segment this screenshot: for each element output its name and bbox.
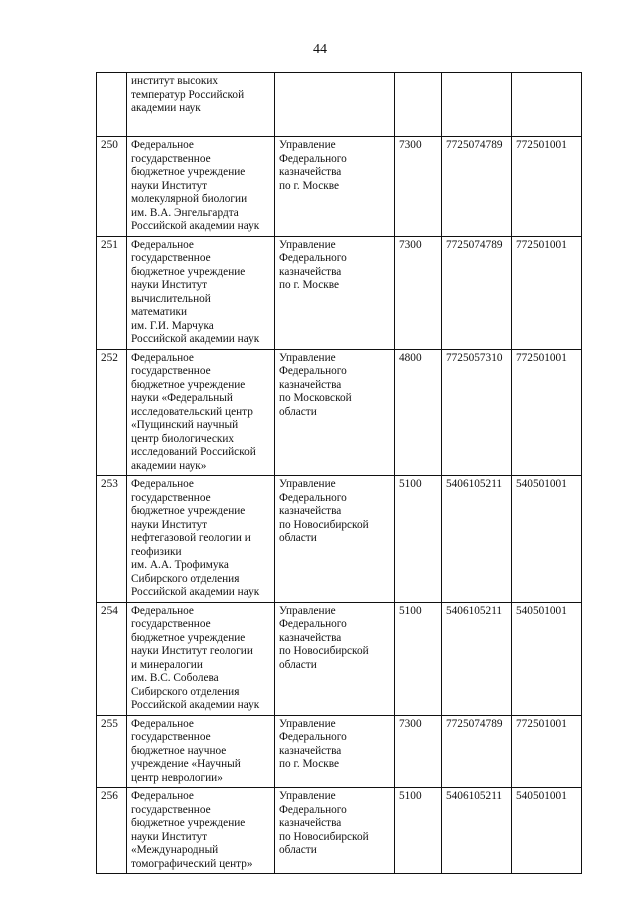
inn-value <box>442 73 512 137</box>
row-number: 251 <box>97 236 127 349</box>
kpp-value: 540501001 <box>512 788 582 874</box>
table-row <box>97 236 582 349</box>
institution-name: Федеральное государственное бюджетное учреждение науки Институт «Международный томографический центр» <box>127 788 275 874</box>
table-row <box>97 73 582 137</box>
inn-value: 5406105211 <box>442 476 512 603</box>
inn-value: 7725074789 <box>442 715 512 788</box>
kpp-value: 772501001 <box>512 236 582 349</box>
inn-value: 5406105211 <box>442 788 512 874</box>
code-value <box>395 73 442 137</box>
row-number: 256 <box>97 788 127 874</box>
treasury-office: Управление Федерального казначейства по Новосибирской области <box>275 476 395 603</box>
code-value: 7300 <box>395 137 442 237</box>
institutions-table <box>96 72 582 874</box>
table-row <box>97 137 582 237</box>
institution-name: Федеральное государственное бюджетное учреждение науки Институт геологии и минералогии им. В.С. Соболева Сибирского отделения Российской академии наук <box>127 602 275 715</box>
treasury-office: Управление Федерального казначейства по Московской области <box>275 349 395 476</box>
inn-value: 7725074789 <box>442 137 512 237</box>
institution-name: Федеральное государственное бюджетное учреждение науки Институт молекулярной биологии им. В.А. Энгельгардта Российской академии наук <box>127 137 275 237</box>
treasury-office: Управление Федерального казначейства по г. Москве <box>275 137 395 237</box>
treasury-office: Управление Федерального казначейства по Новосибирской области <box>275 602 395 715</box>
row-number <box>97 73 127 137</box>
code-value: 7300 <box>395 715 442 788</box>
code-value: 7300 <box>395 236 442 349</box>
table-row <box>97 476 582 603</box>
treasury-office: Управление Федерального казначейства по г. Москве <box>275 236 395 349</box>
page-number: 44 <box>313 42 327 57</box>
code-value: 4800 <box>395 349 442 476</box>
table-row <box>97 349 582 476</box>
code-value: 5100 <box>395 476 442 603</box>
institution-name: Федеральное государственное бюджетное научное учреждение «Научный центр неврологии» <box>127 715 275 788</box>
table-row <box>97 602 582 715</box>
kpp-value: 772501001 <box>512 349 582 476</box>
row-number: 250 <box>97 137 127 237</box>
treasury-office: Управление Федерального казначейства по г. Москве <box>275 715 395 788</box>
institution-name: Федеральное государственное бюджетное учреждение науки Институт вычислительной математики им. Г.И. Марчука Российской академии наук <box>127 236 275 349</box>
institution-name: Федеральное государственное бюджетное учреждение науки Институт нефтегазовой геологии и геофизики им. А.А. Трофимука Сибирского отделения Российской академии наук <box>127 476 275 603</box>
code-value: 5100 <box>395 602 442 715</box>
kpp-value <box>512 73 582 137</box>
inn-value: 7725057310 <box>442 349 512 476</box>
kpp-value: 540501001 <box>512 602 582 715</box>
row-number: 252 <box>97 349 127 476</box>
table-row <box>97 788 582 874</box>
table-row <box>97 715 582 788</box>
institution-name: институт высоких температур Российской академии наук <box>127 73 275 137</box>
institution-name: Федеральное государственное бюджетное учреждение науки «Федеральный исследовательский центр «Пущинский научный центр биологических исследований Российской академии наук» <box>127 349 275 476</box>
kpp-value: 772501001 <box>512 137 582 237</box>
row-number: 253 <box>97 476 127 603</box>
code-value: 5100 <box>395 788 442 874</box>
inn-value: 7725074789 <box>442 236 512 349</box>
treasury-office <box>275 73 395 137</box>
kpp-value: 540501001 <box>512 476 582 603</box>
kpp-value: 772501001 <box>512 715 582 788</box>
inn-value: 5406105211 <box>442 602 512 715</box>
row-number: 255 <box>97 715 127 788</box>
treasury-office: Управление Федерального казначейства по Новосибирской области <box>275 788 395 874</box>
row-number: 254 <box>97 602 127 715</box>
